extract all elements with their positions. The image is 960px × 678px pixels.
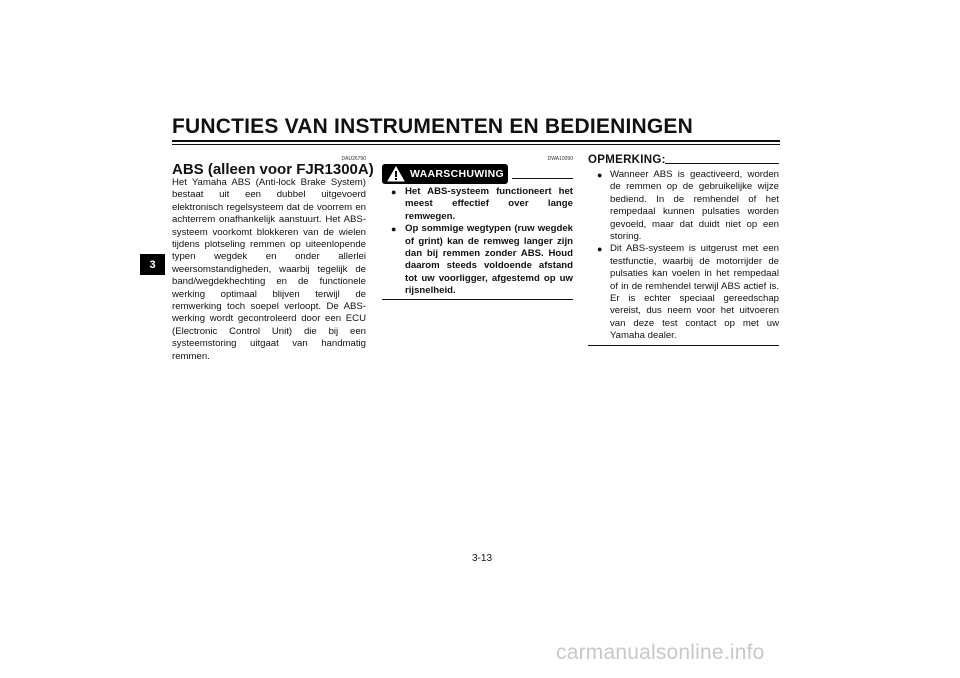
watermark[interactable]: carmanualsonline.info	[556, 641, 765, 664]
bullet-icon: ●	[391, 187, 397, 197]
warning-label: WAARSCHUWING	[410, 168, 505, 180]
abs-body-text: Het Yamaha ABS (Anti-lock Brake System) bestaat uit een dubbel uitgevoerd elektronisch regelsysteem dat de voorrem en achterrem onafhankelijk aanstuurt. Het ABS-systeem voorkomt blokkeren van de wielen tijdens plotseling remmen op uiteenlopende typen wegdek en onder allerlei weersomstandigheden, waarbij tegelijk de band/wegdekhechting en de functionele werking optimaal blijven terwijl de remwerking toch soepel verloopt. De ABS-werking wordt gecontroleerd door een ECU (Electronic Control Unit) die bij een systeemstoring uitgaat van handmatig remmen.	[172, 177, 366, 362]
page-number: 3-13	[471, 553, 492, 564]
warning-item-text: Het ABS-systeem functioneert het meest effectief over lange remwegen.	[405, 186, 573, 222]
note-bottom-rule	[588, 345, 779, 346]
note-header	[588, 154, 779, 168]
title-rule	[172, 140, 780, 142]
bullet-icon: ●	[597, 170, 603, 180]
note-item-text: Wanneer ABS is geactiveerd, worden de remmen op de gebruikelijke wijze bediend. In de remhendel of het rempedaal kunnen pulsaties worden gevoeld, maar dat duidt niet op een storing.	[610, 169, 779, 243]
bullet-icon: ●	[391, 224, 397, 235]
warning-list	[382, 186, 573, 298]
chapter-tab: 3	[140, 254, 165, 275]
note-item-text: Dit ABS-systeem is uitgerust met een testfunctie, waarbij de motorrijder de pulsaties kan voelen in het rempedaal of in de remhendel terwijl ABS actief is. Er is echter speciaal gereedschap vereist, dus neem voor het uitvoeren van deze test contact op met uw Yamaha dealer.	[610, 243, 779, 342]
note-item	[588, 243, 779, 342]
warning-bottom-rule	[382, 299, 573, 300]
warning-header-rule	[512, 178, 573, 179]
warning-header	[382, 164, 573, 184]
warning-triangle-icon	[385, 165, 407, 183]
note-label: OPMERKING:	[588, 154, 666, 166]
abs-heading: ABS (alleen voor FJR1300A)	[172, 161, 374, 178]
page-title: FUNCTIES VAN INSTRUMENTEN EN BEDIENINGEN	[172, 115, 693, 138]
warning-item	[382, 186, 573, 223]
warning-item-text: Op sommige wegtypen (ruw wegdek of grint) kan de remweg langer zijn dan bij remmen zonder ABS. Houd daarom steeds voldoende afstand tot uw voorligger, afgestemd op uw rijsnelheid.	[405, 223, 573, 297]
note-list	[588, 169, 779, 343]
warning-ref-code: DWA10090	[547, 156, 573, 162]
note-header-rule	[665, 163, 779, 164]
note-item	[588, 169, 779, 243]
warning-item	[382, 223, 573, 297]
title-rule-thin	[172, 144, 780, 145]
abs-ref-code: DAU26790	[341, 156, 366, 162]
bullet-icon: ●	[597, 244, 603, 255]
warning-badge	[382, 164, 508, 184]
